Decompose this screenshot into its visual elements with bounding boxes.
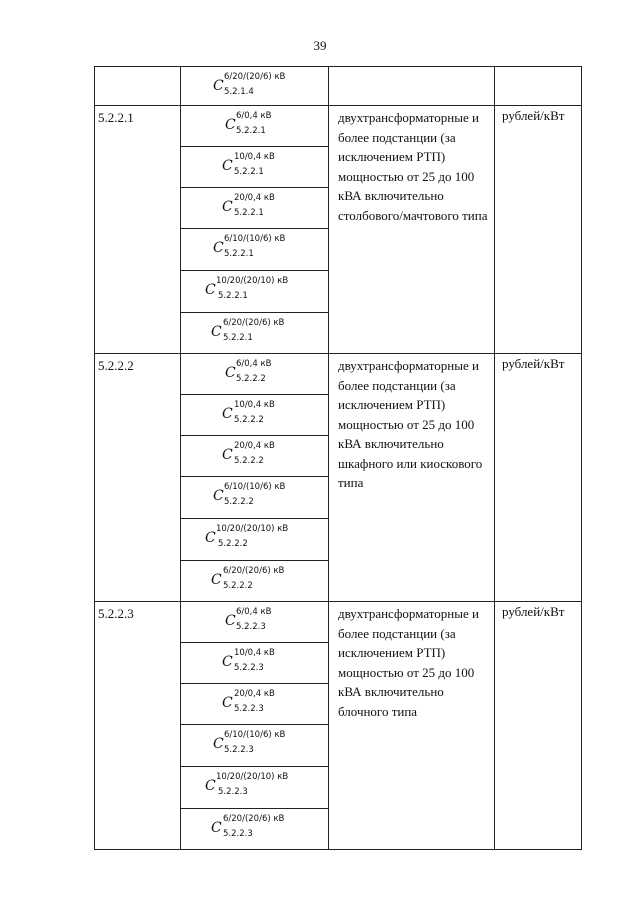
description-cell (329, 354, 495, 602)
formula-superscript: 6/20/(20/6) кВ (223, 566, 285, 576)
page-number: 39 (313, 38, 327, 53)
formula-subscript: 5.2.2.2 (223, 581, 253, 591)
formula-base: C (222, 406, 233, 422)
symbol-cell (181, 271, 329, 313)
formula-symbol (181, 395, 329, 435)
tariff-table (94, 66, 582, 850)
description-cell (329, 67, 495, 106)
formula-subscript: 5.2.2.1 (224, 249, 254, 259)
section-code: 5.2.2.1 (98, 110, 134, 125)
symbol-cell (181, 436, 329, 477)
formula-superscript: 6/20/(20/6) кВ (223, 318, 285, 328)
table-row (95, 602, 582, 643)
formula-subscript: 5.2.2.1 (223, 333, 253, 343)
symbol-cell (181, 395, 329, 436)
formula-symbol (181, 809, 329, 849)
formula-symbol (181, 684, 329, 724)
formula-symbol (181, 602, 329, 642)
formula-subscript: 5.2.2.3 (234, 704, 264, 714)
unit-cell (495, 354, 582, 602)
formula-base: C (222, 199, 233, 215)
symbol-cell (181, 684, 329, 725)
formula-base: C (225, 365, 236, 381)
section-description: двухтрансформаторные и более подстанции (за исключением РТП) мощностью от 25 до 100 кВА включительно шкафного или киоскового типа (338, 358, 483, 490)
formula-superscript: 10/20/(20/10) кВ (216, 772, 289, 782)
section-unit: рублей/кВт (502, 356, 565, 371)
formula-superscript: 6/10/(10/6) кВ (224, 730, 286, 740)
symbol-cell (181, 147, 329, 188)
formula-superscript: 6/20/(20/6) кВ (224, 72, 286, 82)
formula-superscript: 6/0,4 кВ (236, 111, 272, 121)
symbol-cell (181, 602, 329, 643)
formula-superscript: 10/0,4 кВ (234, 400, 275, 410)
description-cell (329, 106, 495, 354)
formula-subscript: 5.2.2.3 (224, 745, 254, 755)
formula-subscript: 5.2.2.2 (234, 415, 264, 425)
formula-symbol (181, 229, 329, 269)
formula-subscript: 5.2.2.3 (223, 829, 253, 839)
symbol-cell (181, 809, 329, 850)
formula-superscript: 10/20/(20/10) кВ (216, 276, 289, 286)
symbol-cell (181, 229, 329, 271)
section-unit: рублей/кВт (502, 108, 565, 123)
description-cell (329, 602, 495, 850)
formula-base: C (213, 488, 224, 504)
formula-base: C (213, 240, 224, 256)
formula-subscript: 5.2.2.2 (234, 456, 264, 466)
formula-subscript: 5.2.2.1 (218, 291, 248, 301)
formula-base: C (222, 695, 233, 711)
formula-subscript: 5.2.2.1 (236, 126, 266, 136)
formula-symbol (181, 106, 329, 146)
formula-base: C (225, 117, 236, 133)
section-code: 5.2.2.2 (98, 358, 134, 373)
formula-symbol (181, 725, 329, 765)
formula-subscript: 5.2.2.3 (218, 787, 248, 797)
symbol-cell (181, 519, 329, 561)
formula-superscript: 10/0,4 кВ (234, 648, 275, 658)
formula-superscript: 10/20/(20/10) кВ (216, 524, 289, 534)
symbol-cell (181, 188, 329, 229)
formula-base: C (222, 447, 233, 463)
unit-cell (495, 602, 582, 850)
symbol-cell (181, 725, 329, 767)
formula-subscript: 5.2.2.1 (234, 167, 264, 177)
formula-symbol (181, 188, 329, 228)
formula-base: C (225, 613, 236, 629)
formula-superscript: 20/0,4 кВ (234, 441, 275, 451)
formula-superscript: 6/0,4 кВ (236, 359, 272, 369)
formula-subscript: 5.2.1.4 (224, 87, 254, 97)
formula-symbol (181, 436, 329, 476)
table-row (95, 67, 582, 106)
formula-base: C (211, 820, 222, 836)
formula-symbol (181, 271, 329, 311)
symbol-cell (181, 313, 329, 354)
formula-base: C (222, 158, 233, 174)
formula-superscript: 20/0,4 кВ (234, 193, 275, 203)
symbol-cell (181, 106, 329, 147)
unit-cell (495, 106, 582, 354)
code-cell (95, 354, 181, 602)
section-description: двухтрансформаторные и более подстанции (за исключением РТП) мощностью от 25 до 100 кВА включительно столбового/мачтового типа (338, 110, 488, 223)
formula-superscript: 20/0,4 кВ (234, 689, 275, 699)
formula-subscript: 5.2.2.1 (234, 208, 264, 218)
code-cell (95, 67, 181, 106)
formula-subscript: 5.2.2.3 (234, 663, 264, 673)
table-row (95, 106, 582, 147)
formula-base: C (205, 778, 216, 794)
symbol-cell (181, 561, 329, 602)
formula-symbol (181, 354, 329, 394)
symbol-cell (181, 67, 329, 106)
formula-symbol (181, 561, 329, 601)
formula-symbol (181, 313, 329, 353)
formula-subscript: 5.2.2.3 (236, 622, 266, 632)
formula-superscript: 6/0,4 кВ (236, 607, 272, 617)
formula-symbol (181, 147, 329, 187)
formula-subscript: 5.2.2.2 (218, 539, 248, 549)
formula-subscript: 5.2.2.2 (224, 497, 254, 507)
formula-symbol (181, 519, 329, 559)
unit-cell (495, 67, 582, 106)
symbol-cell (181, 354, 329, 395)
symbol-cell (181, 477, 329, 519)
section-code: 5.2.2.3 (98, 606, 134, 621)
formula-superscript: 6/10/(10/6) кВ (224, 482, 286, 492)
formula-base: C (211, 324, 222, 340)
formula-symbol (181, 477, 329, 517)
formula-base: C (222, 654, 233, 670)
section-description: двухтрансформаторные и более подстанции (за исключением РТП) мощностью от 25 до 100 кВА включительно блочного типа (338, 606, 479, 719)
symbol-cell (181, 767, 329, 809)
formula-symbol (181, 767, 329, 807)
formula-base: C (211, 572, 222, 588)
formula-superscript: 6/20/(20/6) кВ (223, 814, 285, 824)
formula-base: C (205, 530, 216, 546)
symbol-cell (181, 643, 329, 684)
formula-base: C (213, 736, 224, 752)
code-cell (95, 602, 181, 850)
formula-base: C (213, 78, 224, 94)
formula-subscript: 5.2.2.2 (236, 374, 266, 384)
code-cell (95, 106, 181, 354)
formula-superscript: 6/10/(10/6) кВ (224, 234, 286, 244)
table-row (95, 354, 582, 395)
formula-symbol (181, 67, 329, 107)
formula-superscript: 10/0,4 кВ (234, 152, 275, 162)
section-unit: рублей/кВт (502, 604, 565, 619)
formula-symbol (181, 643, 329, 683)
formula-base: C (205, 282, 216, 298)
